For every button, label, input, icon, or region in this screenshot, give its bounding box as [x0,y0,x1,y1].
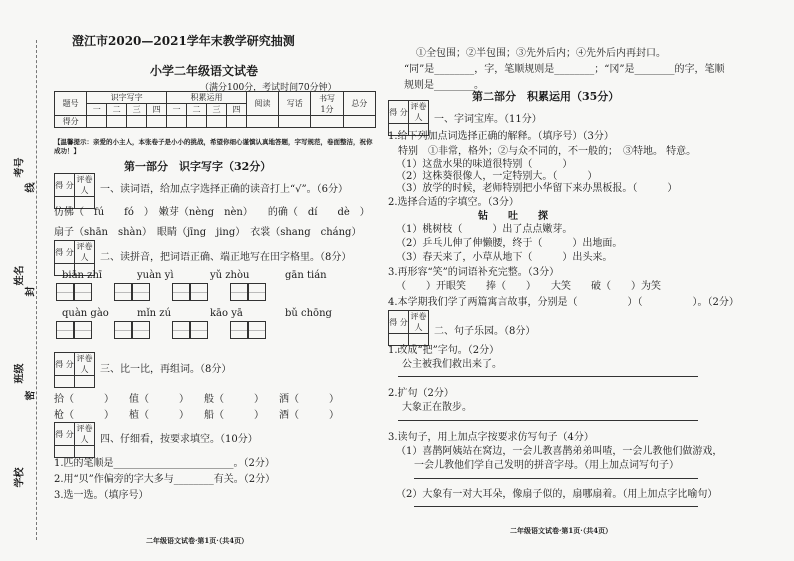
tianzige[interactable] [114,283,150,301]
p2q2-prompt: 二、句子乐园。（8分） [434,326,536,337]
pinyin-4: gān tián [285,270,327,281]
score-cell[interactable] [167,116,187,128]
score-cell[interactable] [343,116,375,128]
cell-num: 四 [226,104,246,116]
cell-xiehua: 写话 [279,92,311,116]
score-table [54,91,376,128]
q1-line2[interactable]: 扇子（shān shàn） 眼睛（jīng jing） 衣裳（shang cháng） [54,227,362,238]
p2q2-3-b: （2）大象有一对大耳朵，像扇子似的，扇哪扇着。（用上加点字比喻句） [396,489,718,500]
line-char: 线 [25,182,37,193]
pinyin-8: bǔ chōng [285,308,332,319]
cell-num: 二 [187,104,207,116]
p2q2-1: 1.改成“把”字句。（2分） [388,345,500,356]
p2q1-1-opts: 特别 ①非常，格外；②与众不同的，不一般的； ③特地。 特意。 [398,146,697,157]
pinyin-7: kāo yā [210,308,243,319]
p2q2-3: 3.读句子，用上加点字按要求仿写句子（4分） [388,432,594,443]
score-note: （满分100分，考试时间70分钟） [200,83,337,93]
cell-yuedu: 阅读 [246,92,278,116]
p2q2-2: 2.扩句（2分） [388,388,454,399]
q3-line1[interactable]: 拾（ ） 值（ ） 般（ ） 洒（ ） [54,394,339,405]
p2q1-4[interactable]: 4.本学期我们学了两篇寓言故事，分别是（ ）（ ）。（2分） [388,297,739,308]
grader-box-q3: 得 分 评卷人 [54,352,95,388]
right-footer: 二年级语文试卷·第1页·（共4页） [510,526,613,535]
answer-line[interactable] [398,420,698,421]
score-cell[interactable] [87,116,107,128]
cell-shizi: 识字写字 [87,92,167,104]
pinyin-3: yǔ zhòu [210,270,250,281]
p2q2-2-s: 大象正在散步。 [402,402,472,413]
exam-title-1: 澄江市2020—2021学年末教学研究抽测 [72,34,295,48]
p2q1-1-b[interactable]: （2）这株葵很像人，一定特别大。（ ） [396,171,598,182]
score-cell[interactable] [187,116,207,128]
answer-line[interactable] [414,506,698,507]
tianzige[interactable] [172,283,208,301]
cell-num: 二 [107,104,127,116]
q3-prompt: 三、比一比，再组词。（8分） [100,364,232,375]
tianzige[interactable] [230,321,266,339]
feng-char: 封 [25,286,37,297]
cell-zongfen: 总分 [343,92,375,116]
grader-box-q1: 得 分 评卷人 [54,173,95,209]
p2q1-3: 3.再形容“笑”的词语补充完整。（3分） [388,267,560,278]
tianzige[interactable] [56,283,92,301]
q4-3: 3.选一选。（填序号） [54,490,149,501]
cell-shuxie: 书写 1分 [311,92,343,116]
pinyin-1: biān zhī [62,270,103,281]
grader-box-q4: 得 分 评卷人 [54,422,95,458]
q4-1[interactable]: 1.匹的笔顺是________________________。（2分） [54,458,275,469]
cell-tihao: 题号 [55,92,87,116]
score-cell[interactable] [107,116,127,128]
grader-box-p2q2: 得 分 评卷人 [388,310,429,346]
cell-num: 一 [167,104,187,116]
grader-box-q2: 得 分 评卷人 [54,240,95,276]
score-cell[interactable] [147,116,167,128]
score-cell[interactable] [311,116,343,128]
part1-title: 第一部分 识字写字（32分） [124,160,272,173]
score-cell[interactable] [279,116,311,128]
cell-num: 四 [147,104,167,116]
cell-num: 三 [206,104,226,116]
p2q1-2-a[interactable]: （1）桃树枝（ ）出了点点嫩芽。 [396,224,573,235]
fill-line-1[interactable]: “同”是________，字，笔顺规则是________；“冈”是________的字，笔顺 [404,64,725,75]
pinyin-2: yuàn yì [137,270,174,281]
pinyin-6: mǐn zú [137,308,172,319]
tianzige[interactable] [114,321,150,339]
p2q1-1-a[interactable]: （1）这盘水果的味道很特别（ ） [396,159,573,170]
warm-tip: 【温馨提示：亲爱的小主人，本张卷子是小小的挑战，希望你细心谨慎认真地答题，字写规范，卷面整洁，祝你成功！】 [54,138,373,155]
p2q2-1-s: 公主被我们救出来了。 [402,359,502,370]
xuexiao-label: 学校 [14,467,26,488]
q3-line2[interactable]: 枪（ ） 植（ ） 船（ ） 酒（ ） [54,410,339,421]
exam-title-2: 小学二年级语文试卷 [150,64,259,78]
answer-line[interactable] [414,478,698,479]
q1-line1[interactable]: 仿佛（ fú fó ） 嫩芽（nèng nèn） 的确（ dí dè ） [54,207,370,218]
p2q2-3-a2: 一会儿教他们学自己发明的拼音字母。（用上加点词写句子） [414,460,679,471]
kaohao-label: 考号 [14,157,26,178]
tianzige[interactable] [172,321,208,339]
tianzige[interactable] [56,321,92,339]
score-cell[interactable] [206,116,226,128]
pinyin-5: quàn gào [62,308,109,319]
banji-label: 班级 [14,363,26,384]
xingming-label: 姓名 [14,265,26,286]
p2q1-2-chars: 钻 吐 探 [478,211,548,222]
cell-jilei: 积累运用 [167,92,247,104]
q2-prompt: 二、读拼音，把词语正确、端正地写在田字格里。（8分） [100,252,352,263]
cell-defen: 得分 [55,116,87,128]
score-cell[interactable] [226,116,246,128]
tianzige-row-1 [56,283,266,301]
p2q1-3-line[interactable]: （ ）开眼笑 捧（ ） 大笑 破（ ）为笑 [396,281,661,292]
grader-box-p2q1: 得 分 评卷人 [388,100,429,136]
p2q1-2-b[interactable]: （2）乒乓儿伸了伸懒腰，终于（ ）出地面。 [396,238,623,249]
p2q1-2-c[interactable]: （3）春天来了，小草从地下（ ）出头来。 [396,252,613,263]
score-cell[interactable] [246,116,278,128]
score-cell[interactable] [127,116,147,128]
p2q1-prompt: 一、字词宝库。（11分） [434,114,542,125]
p2q1-1-c[interactable]: （3）放学的时候，老师特别把小华留下来办黑板报。（ ） [396,183,678,194]
p2q1-1: 1.给下列加点词选择正确的解释。（填序号）（3分） [388,131,614,142]
mi-char: 密 [25,390,37,401]
structure-options: ①全包围；②半包围；③先外后内；④先外后内再封口。 [416,48,666,59]
p2q1-2: 2.选择合适的字填空。（3分） [388,197,519,208]
fill-line-2[interactable]: 规则是________。 [404,80,484,91]
p2q2-3-a1: （1）喜鹊阿姨站在窝边，一会儿教喜鹊弟弟叫喳，一会儿教他们做游戏， [396,446,723,457]
tianzige[interactable] [230,283,266,301]
q4-prompt: 四、仔细看，按要求填空。（10分） [100,434,258,445]
left-footer: 二年级语文试卷·第1页·（共4页） [146,536,249,545]
cell-num: 一 [87,104,107,116]
answer-line[interactable] [398,376,698,377]
tianzige-row-2 [56,321,266,339]
q4-2[interactable]: 2.用“贝”作偏旁的字大多与________有关。（2分） [54,474,276,485]
q1-prompt: 一、读词语，给加点字选择正确的读音打上“√”。（6分） [100,184,348,195]
part2-title: 第二部分 积累运用（35分） [472,90,620,103]
cell-num: 三 [127,104,147,116]
